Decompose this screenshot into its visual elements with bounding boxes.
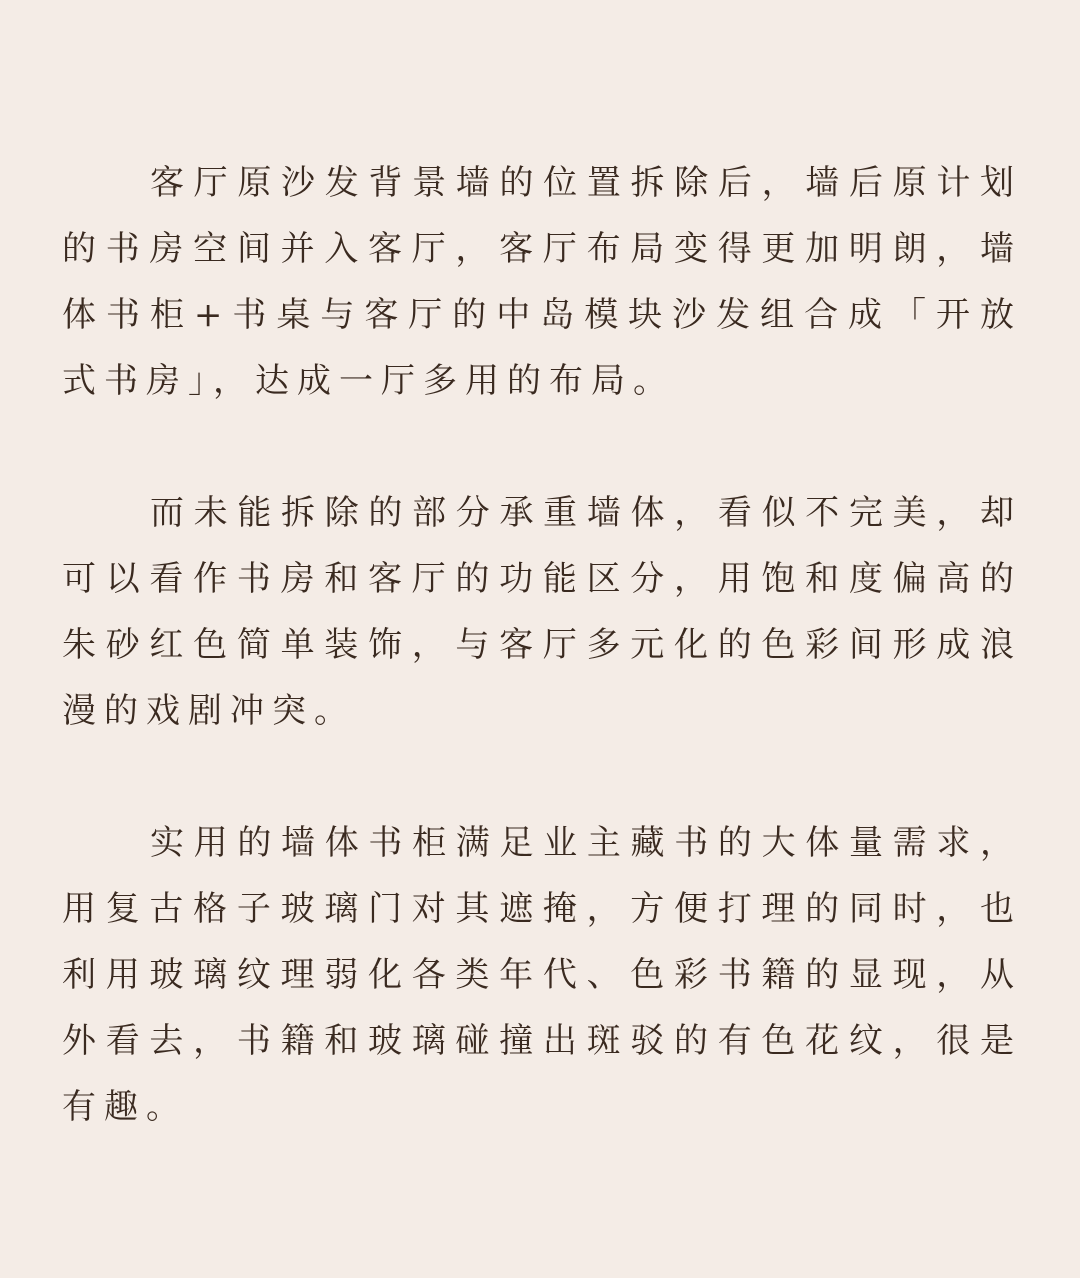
paragraph-open-study: 客厅原沙发背景墙的位置拆除后，墙后原计划的书房空间并入客厅，客厅布局变得更加明朗，墙体书柜+书桌与客厅的中岛模块沙发组合成「开放式书房」，达成一厅多用的布局。 bbox=[62, 163, 1022, 401]
paragraph-load-bearing-wall: 而未能拆除的部分承重墙体，看似不完美，却可以看作书房和客厅的功能区分，用饱和度偏高的朱砂红色简单装饰，与客厅多元化的色彩间形成浪漫的戏剧冲突。 bbox=[62, 493, 1022, 731]
paragraph-bookcase: 实用的墙体书柜满足业主藏书的大体量需求，用复古格子玻璃门对其遮掩，方便打理的同时，也利用玻璃纹理弱化各类年代、色彩书籍的显现，从外看去，书籍和玻璃碰撞出斑驳的有色花纹，很是有趣。 bbox=[62, 823, 1022, 1127]
